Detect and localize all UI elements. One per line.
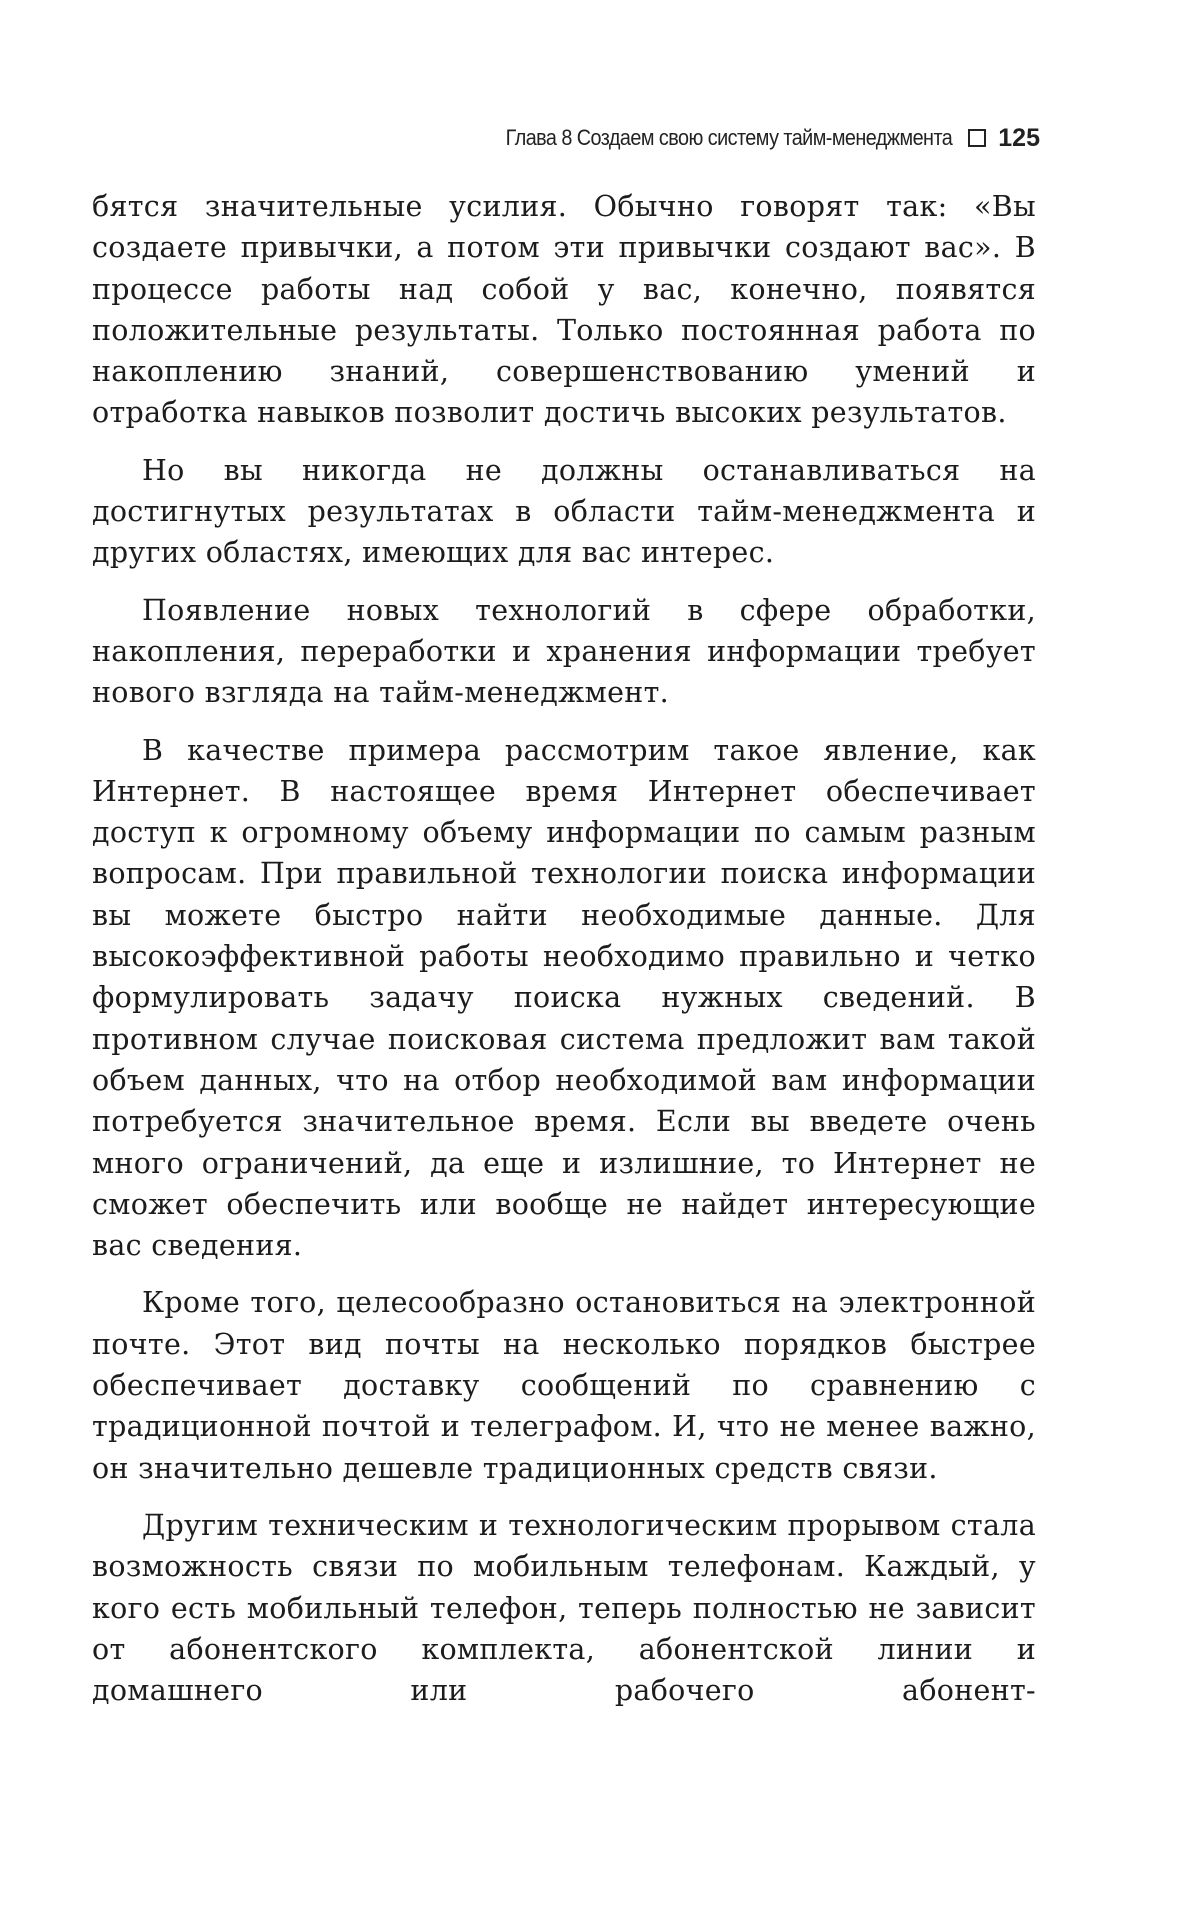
chapter-title: Глава 8 Создаем свою систему тайм-менеджмента xyxy=(505,125,953,150)
body-text xyxy=(92,186,1036,1727)
paragraph: Появление новых технологий в сфере обработки, накопления, переработки и хранения информации требует нового взгляда на тайм-менеджмент. xyxy=(92,593,1036,710)
running-head xyxy=(340,118,1040,158)
paragraph: бятся значительные усилия. Обычно говорят так: «Вы создаете привычки, а потом эти привычки создают вас». В процессе работы над собой у вас, конечно, появятся положительные результаты. Только постоянная работа по накоплению знаний, совершенствованию умений и отработка навыков позволит достичь высоких результатов. xyxy=(92,190,1036,430)
page-number: 125 xyxy=(998,123,1040,152)
square-bullet-icon xyxy=(968,129,986,147)
paragraph: Но вы никогда не должны останавливаться на достигнутых результатах в области тайм-менеджмента и других областях, имеющих для вас интерес. xyxy=(92,453,1036,570)
paragraph: Другим техническим и технологическим прорывом стала возможность связи по мобильным телефонам. Каждый, у кого есть мобильный телефон, теперь полностью не зависит от абонентского комплекта, абонентской линии и домашнего или рабочего абонент- xyxy=(92,1508,1036,1708)
paragraph: В качестве примера рассмотрим такое явление, как Интернет. В настоящее время Интернет обеспечивает доступ к огромному объему информации по самым разным вопросам. При правильной технологии поиска информации вы можете быстро найти необходимые данные. Для высокоэффективной работы необходимо правильно и четко формулировать задачу поиска нужных сведений. В противном случае поисковая система предложит вам такой объем данных, что на отбор необходимой вам информации потребуется значительное время. Если вы введете очень много ограничений, да еще и излишние, то Интернет не сможет обеспечить или вообще не найдет интересующие вас сведения. xyxy=(92,733,1036,1263)
paragraph: Кроме того, целесообразно остановиться на электронной почте. Этот вид почты на несколько порядков быстрее обеспечивает доставку сообщений по сравнению с традиционной почтой и телеграфом. И, что не менее важно, он значительно дешевле традиционных средств связи. xyxy=(92,1286,1036,1485)
